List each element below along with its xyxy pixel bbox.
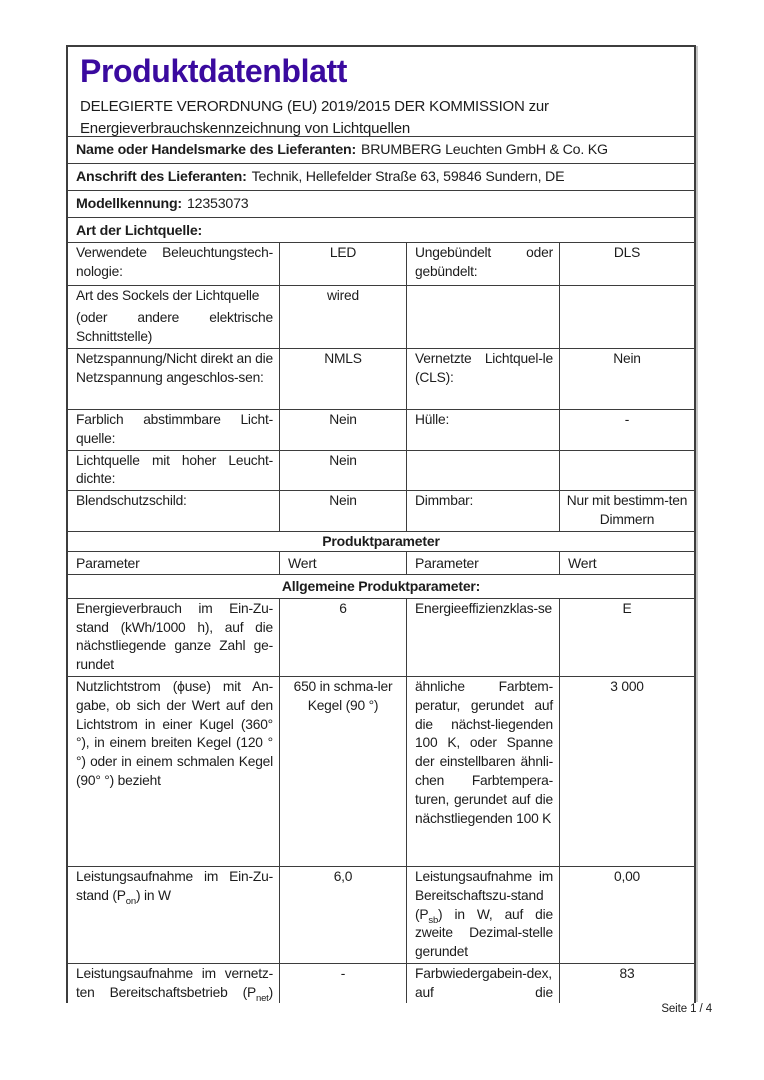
column-header-wert-2: Wert bbox=[568, 554, 597, 571]
value-cell: wired bbox=[280, 286, 407, 348]
supplier-address-row bbox=[68, 163, 694, 190]
param-cell: Lichtquelle mit hoher Leucht-dichte: bbox=[68, 451, 280, 491]
param-cell bbox=[407, 451, 560, 491]
section-title-allgemeine-produktparameter: Allgemeine Produktparameter: bbox=[68, 574, 694, 598]
param-cell: Farbwiedergabein-dex, auf die bbox=[407, 964, 560, 1003]
param-cell: Farblich abstimmbare Licht-quelle: bbox=[68, 410, 280, 450]
page-title: Produktdatenblatt bbox=[80, 53, 347, 89]
table-row-colour-tunable bbox=[68, 409, 694, 450]
title-block bbox=[68, 47, 694, 136]
light-source-type-row bbox=[68, 217, 694, 242]
param-cell bbox=[68, 286, 280, 348]
supplier-name-row bbox=[68, 136, 694, 163]
value-cell: Nur mit bestimm-ten Dimmern bbox=[566, 493, 688, 527]
value-cell: Nein bbox=[613, 351, 641, 366]
param-cell: Vernetzte Lichtquel-le (CLS): bbox=[407, 349, 560, 409]
value-cell: 3 000 bbox=[610, 678, 644, 694]
value-cell: - bbox=[624, 412, 630, 427]
supplier-name-label: Name oder Handelsmarke des Lieferanten: bbox=[76, 142, 356, 158]
param-line-1: Art des Sockels der Lichtquelle bbox=[76, 288, 260, 303]
column-header-parameter-2: Parameter bbox=[407, 552, 560, 574]
value-cell: 6,0 bbox=[280, 867, 407, 963]
table-row-energy-consumption bbox=[68, 598, 694, 676]
table-header-row bbox=[68, 551, 694, 574]
model-id-value: 12353073 bbox=[186, 196, 249, 212]
table-row-mains bbox=[68, 348, 694, 409]
param-cell: Ungebündelt oder gebündelt: bbox=[407, 243, 560, 285]
table-row-high-luminance bbox=[68, 450, 694, 491]
value-cell: 83 bbox=[619, 965, 635, 981]
value-cell: - bbox=[280, 964, 407, 1003]
value-cell bbox=[560, 451, 694, 491]
table-row-anti-glare bbox=[68, 490, 694, 531]
param-cell bbox=[68, 867, 280, 963]
subscript: net bbox=[255, 992, 269, 1003]
value-cell: 0,00 bbox=[613, 868, 641, 884]
regulation-line-1: DELEGIERTE VERORDNUNG (EU) 2019/2015 DER KOMMISSION zur bbox=[80, 98, 549, 115]
value-cell: Nein bbox=[280, 491, 407, 531]
param-text: Leistungsaufnahme im vernetz-ten Bereitschaftsbetrieb (P bbox=[76, 965, 273, 1000]
supplier-name-value: BRUMBERG Leuchten GmbH & Co. KG bbox=[361, 142, 608, 158]
table-row-useful-luminous-flux bbox=[68, 676, 694, 866]
value-cell: E bbox=[622, 600, 632, 616]
param-text: ) in W, auf die zweite Dezimal-stelle gerundet bbox=[415, 906, 553, 960]
supplier-address-label: Anschrift des Lieferanten: bbox=[76, 169, 247, 185]
param-cell: Energieverbrauch im Ein-Zu-stand (kWh/1000 h), auf die nächstliegende ganze Zahl ge-rundet bbox=[68, 599, 280, 676]
subscript: on bbox=[125, 895, 136, 907]
product-datasheet bbox=[66, 45, 696, 1003]
param-cell: ähnliche Farbtem-peratur, gerundet auf die nächst-liegenden 100 K, oder Spanne der einstellbaren ähnli-chen Farbtempera-turen, gerundet auf die nächstliegenden 100 K bbox=[407, 677, 560, 866]
section-title-produktparameter: Produktparameter bbox=[68, 531, 694, 551]
param-cell bbox=[407, 286, 560, 348]
param-cell bbox=[407, 867, 560, 963]
param-cell bbox=[68, 964, 280, 1003]
light-source-type-label: Art der Lichtquelle: bbox=[76, 223, 203, 239]
param-text: Leistungsaufnahme im Bereitschaftszu-stand (P bbox=[415, 868, 553, 922]
value-cell: LED bbox=[280, 243, 407, 285]
table-row-technology bbox=[68, 242, 694, 285]
param-cell: Nutzlichtstrom (ϕuse) mit An-gabe, ob sich der Wert auf den Lichtstrom in einer Kugel (360° °), in einem breiten Kegel (120 °°) oder in einem schmalen Kegel (90° °) bezieht bbox=[68, 677, 280, 866]
param-text: ) in W bbox=[135, 887, 171, 903]
param-cell: Energieeffizienzklas-se bbox=[407, 599, 560, 676]
param-cell: Netzspannung/Nicht direkt an die Netzspannung angeschlos-sen: bbox=[68, 349, 280, 409]
param-cell: Dimmbar: bbox=[407, 491, 560, 531]
param-cell: Blendschutzschild: bbox=[68, 491, 280, 531]
param-cell: Hülle: bbox=[407, 410, 560, 450]
column-header-wert-1: Wert bbox=[280, 552, 407, 574]
table-row-socket bbox=[68, 285, 694, 348]
supplier-address-value: Technik, Hellefelder Straße 63, 59846 Sundern, DE bbox=[251, 169, 565, 185]
table-row-on-mode-power bbox=[68, 866, 694, 963]
column-header-parameter-1: Parameter bbox=[68, 552, 280, 574]
param-line-2: (oder andere elektrische Schnittstelle) bbox=[76, 309, 273, 344]
page-number: Seite 1 / 4 bbox=[661, 1003, 712, 1015]
model-id-label: Modellkennung: bbox=[76, 196, 182, 212]
param-cell: Verwendete Beleuchtungstech-nologie: bbox=[68, 243, 280, 285]
value-cell bbox=[560, 286, 694, 348]
value-cell: DLS bbox=[613, 245, 641, 260]
regulation-line-2: Energieverbrauchskennzeichnung von Lichtquellen bbox=[80, 120, 410, 136]
value-cell: Nein bbox=[280, 410, 407, 450]
value-cell: NMLS bbox=[280, 349, 407, 409]
subscript: sb bbox=[428, 914, 439, 926]
value-cell: 650 in schma-ler Kegel (90 °) bbox=[280, 677, 407, 866]
table-row-networked-standby-power bbox=[68, 963, 694, 1003]
param-text: ) bbox=[268, 984, 273, 1000]
value-cell: 6 bbox=[280, 599, 407, 676]
param-text: Leistungsaufnahme im Ein-Zu-stand (P bbox=[76, 868, 273, 903]
value-cell: Nein bbox=[280, 451, 407, 491]
model-id-row bbox=[68, 190, 694, 217]
